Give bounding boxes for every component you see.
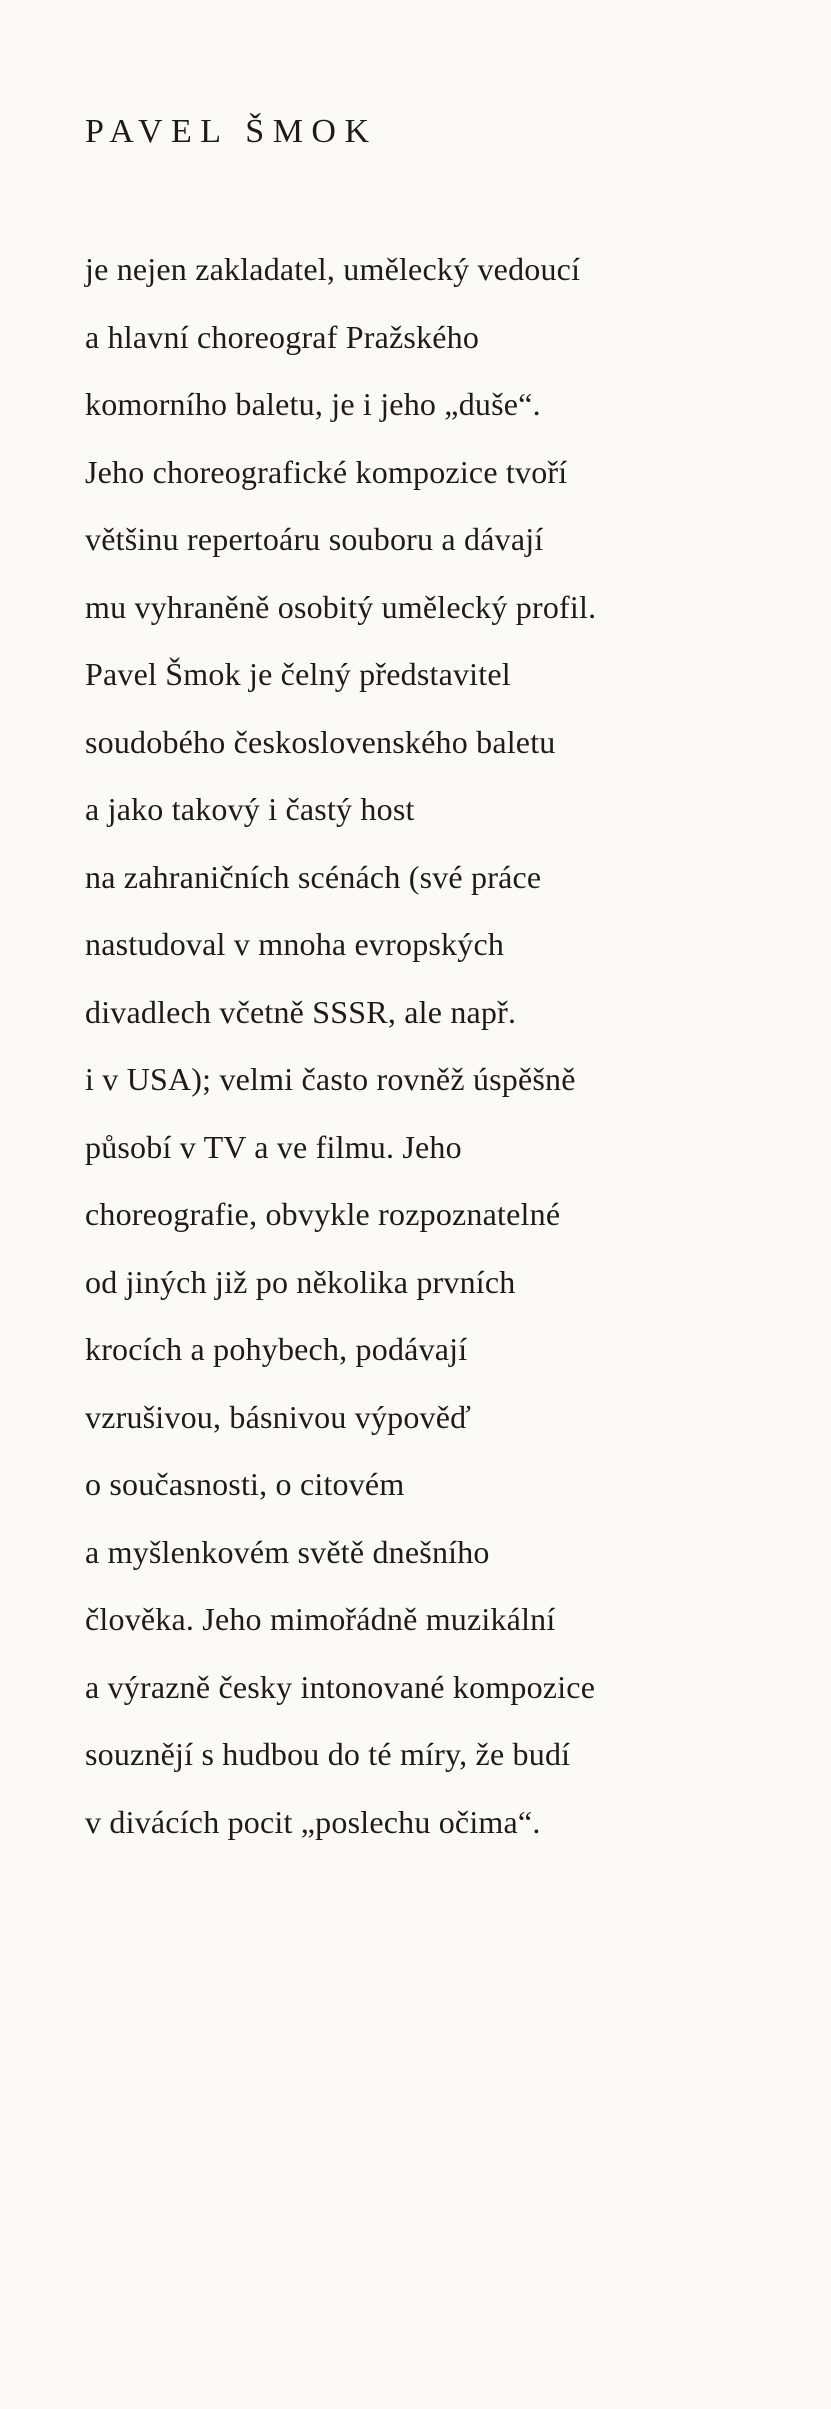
text-line: v divácích pocit „poslechu očima“. xyxy=(85,1803,541,1840)
text-line: a myšlenkovém světě dnešního xyxy=(85,1533,490,1570)
text-line: působí v TV a ve filmu. Jeho xyxy=(85,1128,462,1165)
text-line: choreografie, obvykle rozpoznatelné xyxy=(85,1196,561,1232)
text-line: Jeho choreografické kompozice tvoří xyxy=(85,453,568,490)
text-line: soudobého československého baletu xyxy=(85,723,556,760)
text-line: a jako takový i častý host xyxy=(85,791,415,827)
page-title: PAVEL ŠMOK xyxy=(85,113,378,150)
text-line: a výrazně česky intonované kompozice xyxy=(85,1668,596,1705)
text-line: a hlavní choreograf Pražského xyxy=(85,318,480,355)
text-line: vzrušivou, básnivou výpověď xyxy=(85,1398,472,1435)
text-line: komorního baletu, je i jeho „duše“. xyxy=(85,386,541,422)
text-line: člověka. Jeho mimořádně muzikální xyxy=(85,1601,556,1637)
text-line: nastudoval v mnoha evropských xyxy=(85,926,505,962)
text-line: Pavel Šmok je čelný představitel xyxy=(85,656,511,692)
text-line: divadlech včetně SSSR, ale např. xyxy=(85,993,517,1030)
text-line: je nejen zakladatel, umělecký vedoucí xyxy=(85,251,581,287)
text-line: většinu repertoáru souboru a dávají xyxy=(85,521,544,557)
text-line: mu vyhraněně osobitý umělecký profil. xyxy=(85,588,597,625)
text-line: i v USA); velmi často rovněž úspěšně xyxy=(85,1061,576,1097)
text-line: krocích a pohybech, podávají xyxy=(85,1331,468,1367)
text-line: souznějí s hudbou do té míry, že budí xyxy=(85,1736,571,1772)
text-line: o současnosti, o citovém xyxy=(85,1466,405,1502)
text-line: na zahraničních scénách (své práce xyxy=(85,858,542,895)
body-paragraph xyxy=(85,236,805,1856)
text-line: od jiných již po několika prvních xyxy=(85,1263,516,1300)
